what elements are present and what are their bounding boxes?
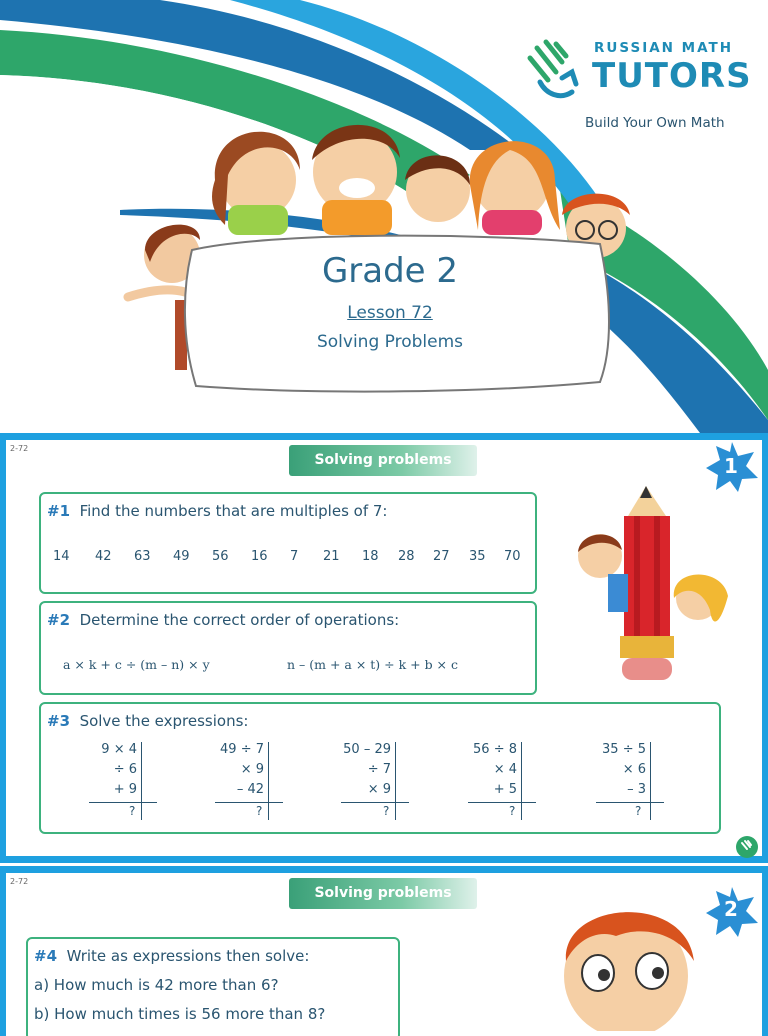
number-item: 18 [362,549,379,564]
answer-placeholder: ? [129,804,136,818]
answer-placeholder: ? [509,804,516,818]
slide-2-content [6,873,762,1036]
cover-title: Grade 2 [321,251,459,291]
slide-number: 2 [724,897,738,921]
answer-placeholder: ? [635,804,642,818]
cover-subtitle: Solving Problems [316,332,464,352]
slide-code: 2-72 [10,444,29,453]
brand-tagline: Build Your Own Math [585,115,725,131]
number-item: 63 [134,549,151,564]
expression-1: a × k + c ÷ (m – n) × y [63,657,210,672]
number-item: 7 [290,549,299,564]
task-4-item-b: b) How much times is 56 more than 8? [34,1005,326,1023]
number-item: 70 [504,549,521,564]
answer-placeholder: ? [383,804,390,818]
number-item: 21 [323,549,340,564]
number-item: 49 [173,549,190,564]
number-item: 56 [212,549,229,564]
expression-2: n – (m + a × t) ÷ k + b × c [287,657,459,672]
small-logo-icon [736,836,758,858]
number-item: 14 [53,549,70,564]
task-3-box [39,702,721,834]
expression-column: 49 ÷ 7 × 9 – 42 [220,742,264,797]
slide-2 [0,866,768,1036]
lesson-number: Lesson 72 [347,303,433,323]
pencil-kids-illustration [562,478,732,688]
task-1-box [39,492,537,594]
task-4-title: #4 Write as expressions then solve: [34,947,310,965]
brand-name: TUTORS [592,56,752,96]
number-item: 28 [398,549,415,564]
number-item: 27 [433,549,450,564]
expression-column: 50 – 29 ÷ 7 × 9 [343,742,391,797]
task-4-item-a: a) How much is 42 more than 6? [34,976,279,994]
task-2-box [39,601,537,695]
slide-header: Solving problems [289,445,477,476]
logo-icon [530,42,576,96]
number-item: 42 [95,549,112,564]
task-1-title: #1 Find the numbers that are multiples of 7: [47,502,388,520]
task-4-box [26,937,400,1036]
boy-illustration [546,881,706,1031]
expression-column: 35 ÷ 5 × 6 – 3 [602,742,646,797]
slide-number: 1 [724,454,738,478]
slide-1-content [6,440,762,856]
number-item: 16 [251,549,268,564]
expression-column: 56 ÷ 8 × 4 + 5 [473,742,517,797]
slide-code: 2-72 [10,877,29,886]
task-3-title: #3 Solve the expressions: [47,712,249,730]
task-2-title: #2 Determine the correct order of operations: [47,611,400,629]
expression-column: 9 × 4 ÷ 6 + 9 [101,742,137,797]
cover-slide [0,0,768,433]
slide-1 [0,433,768,863]
slide-header: Solving problems [289,878,477,909]
answer-placeholder: ? [256,804,263,818]
number-item: 35 [469,549,486,564]
brand-line1: RUSSIAN MATH [594,40,734,56]
